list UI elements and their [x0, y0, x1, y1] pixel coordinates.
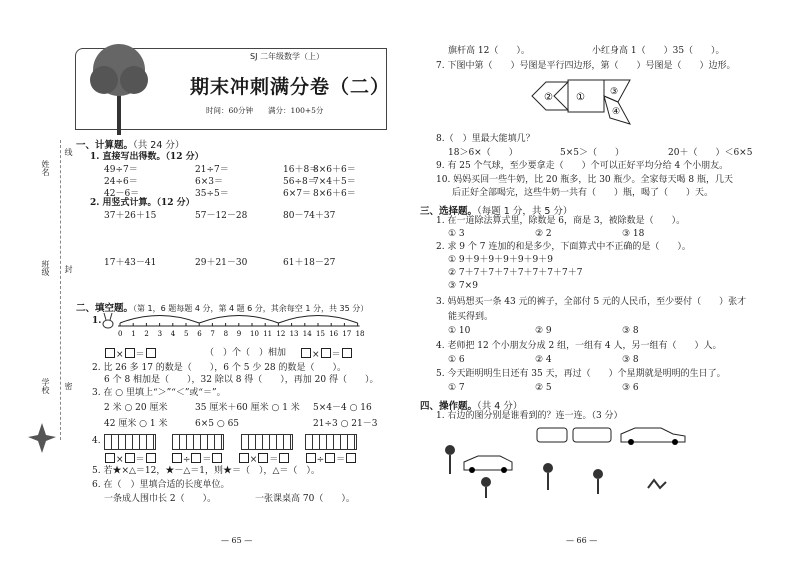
c4o2: ③ 8 [622, 355, 639, 365]
cube-group [241, 434, 293, 450]
s1-q1: 1. 直接写出得数。（12 分） [90, 152, 204, 162]
cube-group [172, 434, 224, 450]
s2-q6b: 一张课桌高 70（ ）。 [255, 494, 355, 504]
section1-title: 一、计算题。（共 24 分） [76, 140, 185, 151]
kids-bird-scene [540, 460, 690, 500]
r-q8a-2: 20＋（ ）＜6×5 [668, 148, 753, 158]
s2-q1-number: 1. [92, 316, 102, 326]
shape-label-2: ② [544, 92, 553, 103]
section4-title: 四、操作题。（共 4 分） [420, 401, 523, 412]
s2-q3b-2: 21÷3 ○ 21－3 [313, 419, 378, 429]
c5o1: ② 5 [535, 383, 552, 393]
c3: 3. 妈妈想买一条 43 元的裤子，全部付 5 元的人民币，至少要付（ ）张才 [436, 297, 747, 307]
vert-2: 57－12－28 [195, 211, 248, 221]
c3o1: ② 9 [535, 326, 552, 336]
vert-3: 80－74＋37 [283, 211, 336, 221]
s2-q3a-2: 5×4－4 ○ 16 [313, 403, 372, 413]
number-line-jump [278, 316, 357, 324]
number-line-jump [120, 316, 199, 324]
calc-item: 8×6＋6＝ [313, 189, 356, 199]
c5o2: ③ 6 [622, 383, 639, 393]
s2-q1a: × ＝ [104, 348, 157, 361]
vert-5: 29＋21－30 [195, 258, 248, 268]
secret-label: 密 [64, 382, 73, 390]
page-title: 期末冲刺满分卷（二） [190, 76, 391, 98]
c3b: 能买得到。 [448, 312, 494, 322]
page-number-right: — 66 — [566, 536, 598, 545]
shape-label-3: ③ [610, 87, 619, 97]
shape-label-1: ① [576, 92, 585, 103]
s2-q1b: （ ）个（ ）相加 [205, 348, 287, 358]
calc-item: 7×4＋5＝ [313, 177, 356, 187]
s1-q2: 2. 用竖式计算。（12 分） [90, 198, 195, 208]
c4: 4. 老师把 12 个小朋友分成 2 组，一组有 4 人，另一组有（ ）人。 [436, 341, 722, 351]
cars-views [535, 420, 695, 450]
cube-group [305, 434, 357, 450]
c5: 5. 今天距明明生日还有 35 天，再过（ ）个星期就是明明的生日了。 [436, 369, 726, 379]
shape-label-4: ④ [612, 107, 621, 117]
number-line [118, 312, 368, 342]
number-line-label: 12 [276, 330, 286, 338]
number-line-label: 13 [289, 330, 299, 338]
number-line-label: 7 [210, 330, 215, 338]
s2-q3b-0: 42 厘米 ○ 1 米 [104, 419, 168, 429]
calc-item: 21÷7＝ [195, 165, 229, 175]
page-number-left: — 65 — [221, 536, 253, 545]
c4o1: ② 4 [535, 355, 552, 365]
calc-item: 49÷7＝ [104, 165, 138, 175]
number-line-label: 1 [131, 330, 136, 338]
r-top: 旗杆高 12（ ）。 [448, 46, 530, 56]
number-line-label: 6 [197, 330, 202, 338]
calc-item: 35÷5＝ [195, 189, 229, 199]
r-q8a-1: 5×5＞（ ） [560, 148, 624, 158]
s2-q5: 5. 若★×△＝12，★－△＝1，则★＝（ ），△＝（ ）。 [92, 466, 320, 476]
section3-title: 三、选择题。（每题 1 分，共 5 分） [420, 206, 573, 217]
c3o0: ① 10 [448, 326, 471, 336]
c2: 2. 求 9 个 7 连加的和是多少，下面算式中不正确的是（ ）。 [436, 242, 691, 252]
r-q8a-0: 18＞6×（ ） [448, 148, 518, 158]
calc-item: 56÷8＝ [283, 177, 317, 187]
s2-q2b: 6 个 8 相加是（ ），32 除以 8 得（ ），再加 20 得（ ）。 [104, 375, 379, 385]
c3o2: ③ 8 [622, 326, 639, 336]
header-tag: SJ 二年级数学（上） [250, 52, 324, 61]
c5o0: ① 7 [448, 383, 465, 393]
calc-item: 6×7＝ [283, 189, 311, 199]
r-q10b: 后正好全部喝完，这些牛奶一共有（ ）瓶，喝了（ ）天。 [452, 188, 714, 198]
number-line-label: 18 [355, 330, 365, 338]
line-label: 线 [64, 148, 73, 156]
s2-q3a-1: 35 厘米＋60 厘米 ○ 1 米 [195, 403, 300, 413]
s2-q6: 6. 在（ ）里填合适的长度单位。 [92, 480, 230, 490]
r-q10: 10. 妈妈买回一些牛奶，比 20 瓶多，比 30 瓶少。全家每天喝 8 瓶，几天 [436, 175, 733, 185]
number-line-label: 5 [184, 330, 189, 338]
s2-q2: 2. 比 26 多 17 的数是（ ），6 个 5 少 28 的数是（ ）。 [92, 363, 347, 373]
r-q8: 8.（ ）里最大能填几？ [436, 134, 535, 144]
calc-item: 24÷6＝ [104, 177, 138, 187]
number-line-label: 17 [342, 330, 352, 338]
class-label: 班级 [41, 260, 50, 276]
vert-6: 61＋18－27 [283, 258, 336, 268]
section2-title: 二、填空题。（第 1，6 题每题 4 分，第 4 题 6 分，其余每空 1 分，共 35 分） [76, 303, 369, 314]
kids-car-scene [440, 440, 520, 500]
number-line-label: 4 [170, 330, 176, 338]
vert-1: 37＋26＋15 [104, 211, 157, 221]
cube-group [104, 434, 156, 450]
rabbit-icon [98, 312, 118, 330]
number-line-label: 0 [118, 330, 123, 338]
name-label: 姓名 [41, 160, 50, 176]
ornament-icon [22, 415, 62, 455]
s2-q4: 4. [92, 436, 101, 446]
c2o1: ② 7＋7＋7＋7＋7＋7＋7＋7＋7 [448, 268, 583, 278]
number-line-label: 2 [144, 330, 149, 338]
number-line-label: 15 [316, 330, 325, 338]
s2-q3b-1: 6×5 ○ 65 [195, 419, 240, 429]
calc-item: 6×3＝ [195, 177, 223, 187]
vert-4: 17＋43－41 [104, 258, 157, 268]
calc-item: 42－6＝ [104, 189, 140, 199]
calc-item: 8×6＋6＝ [313, 165, 356, 175]
binding-line [60, 140, 61, 440]
seal-label: 封 [64, 265, 73, 273]
school-label: 学校 [41, 378, 50, 394]
number-line-label: 10 [250, 330, 259, 338]
r-topb: 小红身高 1（ ）35（ ）。 [592, 46, 725, 56]
r-q7: 7. 下图中第（ ）号图是平行四边形，第（ ）号图是（ ）边形。 [436, 61, 736, 71]
c1o2: ③ 18 [622, 229, 645, 239]
o1: 1. 右边的图分别是谁看到的？连一连。（3 分） [436, 411, 623, 421]
header-info: 时间：60分钟 满分：100+5分 [206, 106, 324, 115]
s2-q1c: × ＝ [300, 348, 353, 361]
number-line-label: 3 [157, 330, 163, 338]
number-line-jump [199, 316, 278, 324]
shape-figure [530, 74, 650, 134]
s2-q3: 3. 在 ○ 里填上“＞”“＜”或“＝”。 [92, 388, 226, 398]
c2o0: ① 9＋9＋9＋9＋9＋9＋9 [448, 255, 554, 265]
number-line-label: 14 [302, 330, 312, 338]
number-line-label: 11 [263, 330, 273, 338]
c4o0: ① 6 [448, 355, 465, 365]
number-line-label: 9 [236, 330, 242, 338]
c2o2: ③ 7×9 [448, 281, 478, 291]
tree-icon [84, 40, 154, 135]
c1o0: ① 3 [448, 229, 465, 239]
c1: 1. 在一道除法算式里，除数是 6，商是 3，被除数是（ ）。 [436, 216, 686, 226]
s2-q6a: 一条成人围巾长 2（ ）。 [104, 494, 217, 504]
calc-item: 16＋8＝ [283, 165, 319, 175]
r-q9: 9. 有 25 个气球，至少要拿走（ ）个可以正好平均分给 4 个小朋友。 [436, 161, 729, 171]
s2-q3a-0: 2 米 ○ 20 厘米 [104, 403, 168, 413]
number-line-label: 8 [223, 330, 229, 338]
c1o1: ② 2 [535, 229, 552, 239]
s2-q4-eqs: × ＝ ÷ ＝ × ＝ ÷ ＝ [104, 453, 357, 466]
number-line-label: 16 [329, 330, 339, 338]
